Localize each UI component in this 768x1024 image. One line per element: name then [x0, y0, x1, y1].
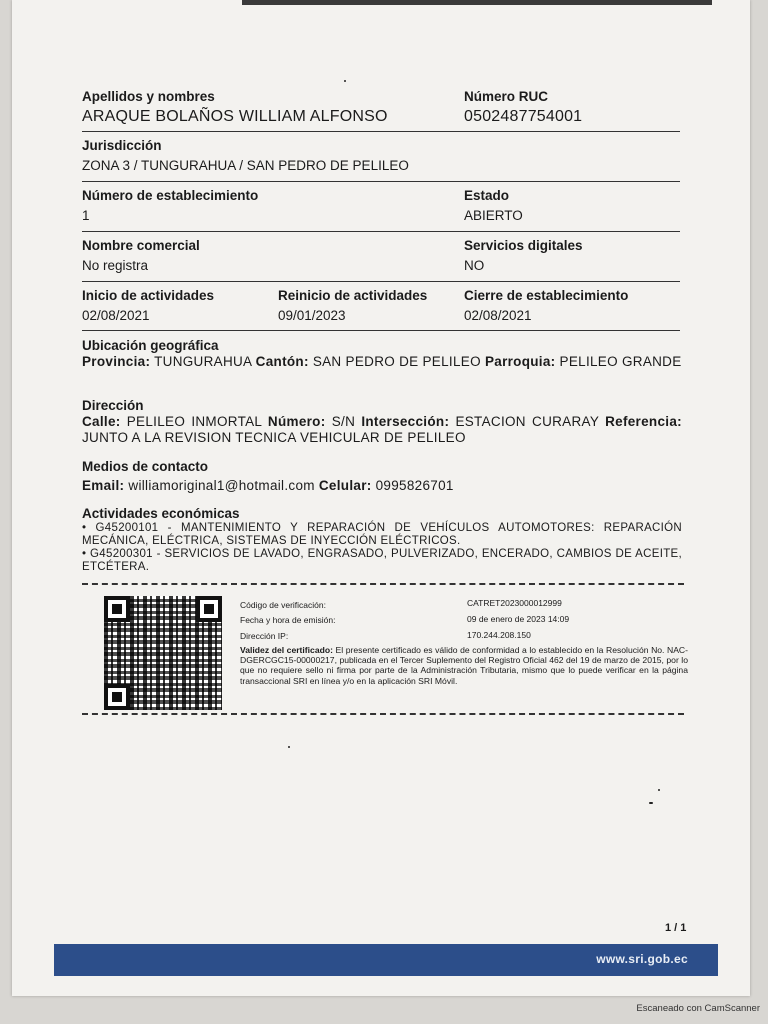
email-value: williamoriginal1@hotmail.com [128, 478, 315, 493]
direccion-label: Dirección [82, 398, 144, 413]
qr-finder-icon [104, 684, 130, 710]
ubicacion-section [82, 337, 682, 370]
validez-key: Validez del certificado: [240, 645, 333, 655]
canton-key: Cantón: [255, 354, 309, 369]
contacto-text [82, 478, 682, 494]
calle-value: PELILEO INMORTAL [126, 414, 262, 429]
jurisdiccion-label: Jurisdicción [82, 138, 162, 153]
ubicacion-text [82, 354, 682, 370]
numero-key: Número: [267, 414, 326, 429]
establecimiento-value: 1 [82, 208, 90, 223]
footer-band [54, 944, 718, 976]
provincia-value: TUNGURAHUA [154, 354, 252, 369]
referencia-key: Referencia: [605, 414, 682, 429]
cierre-establecimiento-value: 02/08/2021 [464, 308, 532, 323]
calle-key: Calle: [82, 414, 121, 429]
divider [82, 181, 680, 182]
contacto-section [82, 458, 682, 494]
names-value: ARAQUE BOLAÑOS WILLIAM ALFONSO [82, 108, 388, 125]
servicios-digitales-value: NO [464, 258, 485, 273]
direccion-section [82, 397, 682, 446]
celular-value: 0995826701 [375, 478, 454, 493]
dashed-divider [82, 713, 684, 715]
actividad-item: • G45200101 - MANTENIMIENTO Y REPARACIÓN DE VEHÍCULOS AUTOMOTORES: REPARACIÓN MECÁNICA, ELÉCTRICA, SISTEMAS DE INYECCIÓN ELÉCTRICOS. [82, 522, 682, 547]
scan-speck [649, 802, 653, 804]
scan-top-edge [242, 0, 712, 5]
dashed-divider [82, 583, 684, 585]
actividades-label: Actividades económicas [82, 506, 240, 521]
parroquia-value: PELILEO GRANDE [559, 354, 682, 369]
fecha-emision-label: Fecha y hora de emisión: [240, 615, 336, 625]
interseccion-key: Intersección: [361, 414, 450, 429]
scan-speck [658, 789, 660, 791]
scan-speck [288, 746, 290, 748]
reinicio-actividades-value: 09/01/2023 [278, 308, 346, 323]
document-page [12, 0, 750, 996]
fecha-emision-value: 09 de enero de 2023 14:09 [467, 614, 570, 624]
jurisdiccion-value: ZONA 3 / TUNGURAHUA / SAN PEDRO DE PELILEO [82, 158, 409, 173]
estado-label: Estado [464, 188, 510, 203]
page-number: 1 / 1 [665, 922, 687, 934]
celular-key: Celular: [318, 478, 372, 493]
qr-finder-icon [104, 596, 130, 622]
direccion-ip-label: Dirección IP: [240, 631, 289, 641]
validez-text: El presente certificado es válido de conformidad a lo establecido en la Resolución No. NAC-DGERCGC15-00000217, publicada en el Tercer Suplemento del Registro Oficial 462 del 19 de marzo de 2015, por lo que no requiere sello ni firma por parte de la Administración Tributaria, mismo que lo puede verificar en la página transaccional SRI en línea y/o en la aplicación SRI Móvil. [240, 645, 688, 686]
validez-certificado [240, 645, 688, 686]
qr-finder-icon [196, 596, 222, 622]
email-key: Email: [82, 478, 125, 493]
contacto-label: Medios de contacto [82, 459, 209, 474]
ubicacion-label: Ubicación geográfica [82, 338, 219, 353]
scan-speck [344, 80, 346, 82]
divider [82, 281, 680, 282]
actividad-item: • G45200301 - SERVICIOS DE LAVADO, ENGRASADO, PULVERIZADO, ENCERADO, CAMBIOS DE ACEITE, ETCÉTERA. [82, 548, 682, 573]
ruc-label: Número RUC [464, 89, 549, 104]
nombre-comercial-value: No registra [82, 258, 149, 273]
nombre-comercial-label: Nombre comercial [82, 238, 200, 253]
divider [82, 231, 680, 232]
establecimiento-label: Número de establecimiento [82, 188, 259, 203]
reinicio-actividades-label: Reinicio de actividades [278, 288, 428, 303]
footer-url: www.sri.gob.ec [596, 952, 688, 966]
numero-value: S/N [331, 414, 356, 429]
jurisdiccion-row [82, 137, 682, 175]
qr-code-icon [104, 596, 222, 710]
inicio-actividades-label: Inicio de actividades [82, 288, 215, 303]
cierre-establecimiento-label: Cierre de establecimiento [464, 288, 629, 303]
direccion-text [82, 414, 682, 446]
names-label: Apellidos y nombres [82, 89, 215, 104]
codigo-verificacion-label: Código de verificación: [240, 600, 326, 610]
direccion-ip-value: 170.244.208.150 [467, 630, 531, 640]
divider [82, 330, 680, 331]
scanner-watermark: Escaneado con CamScanner [636, 1003, 760, 1014]
interseccion-value: ESTACION CURARAY [455, 414, 599, 429]
actividades-section [82, 505, 682, 574]
inicio-actividades-value: 02/08/2021 [82, 308, 150, 323]
estado-value: ABIERTO [464, 208, 523, 223]
ruc-value: 0502487754001 [464, 108, 583, 125]
parroquia-key: Parroquia: [484, 354, 556, 369]
referencia-value: JUNTO A LA REVISION TECNICA VEHICULAR DE PELILEO [82, 430, 466, 445]
provincia-key: Provincia: [82, 354, 151, 369]
divider [82, 131, 680, 132]
codigo-verificacion-value: CATRET2023000012999 [467, 598, 562, 608]
servicios-digitales-label: Servicios digitales [464, 238, 583, 253]
canton-value: SAN PEDRO DE PELILEO [312, 354, 481, 369]
